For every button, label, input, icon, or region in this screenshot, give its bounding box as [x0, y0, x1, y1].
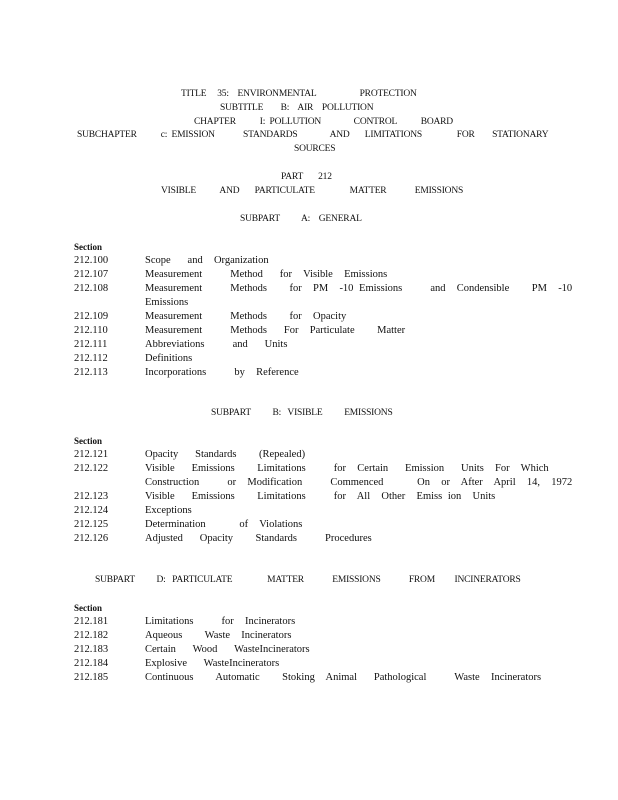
section-title: Limitations for Incinerators	[145, 616, 296, 627]
section-number: 212.112	[74, 353, 108, 364]
section-title: Incorporations by Reference	[145, 367, 299, 378]
section-title: Measurement Methods For Particulate Matter	[145, 325, 406, 336]
section-number: 212.110	[74, 325, 108, 336]
section-number: 212.107	[74, 269, 109, 280]
subpart-b-section-label: Section	[74, 436, 102, 446]
section-title: Abbreviations and Units	[145, 339, 288, 350]
section-title: Aqueous Waste Incinerators	[145, 630, 292, 641]
section-title: Construction or Modification Commenced On or After April 14, 1972	[145, 477, 573, 488]
section-number: 212.124	[74, 505, 109, 516]
section-number: 212.121	[74, 449, 109, 460]
section-number: 212.109	[74, 311, 109, 322]
section-number: 212.122	[74, 463, 109, 474]
section-title: Measurement Methods for Opacity	[145, 311, 347, 322]
section-title: Visible Emissions Limitations for All Other Emiss ion Units	[145, 491, 496, 502]
section-title: Scope and Organization	[145, 255, 269, 266]
section-number: 212.111	[74, 339, 108, 350]
section-title: Determination of Violations	[145, 519, 303, 530]
sources-line: SOURCES	[294, 144, 336, 154]
section-title: Certain Wood WasteIncinerators	[145, 644, 310, 655]
section-number: 212.185	[74, 672, 109, 683]
title-line: TITLE 35: ENVIRONMENTAL PROTECTION	[181, 89, 417, 99]
subpart-d-heading: SUBPART D: PARTICULATE MATTER EMISSIONS FROM INCINERATORS	[95, 575, 521, 585]
section-number: 212.126	[74, 533, 109, 544]
section-title: Exceptions	[145, 505, 192, 516]
section-number: 212.108	[74, 283, 109, 294]
section-number: 212.123	[74, 491, 109, 502]
section-title: Explosive WasteIncinerators	[145, 658, 280, 669]
section-title: Continuous Automatic Stoking Animal Pathological Waste Incinerators	[145, 672, 542, 683]
section-number: 212.181	[74, 616, 109, 627]
section-title: Emissions	[145, 297, 189, 308]
section-title: Opacity Standards (Repealed)	[145, 449, 306, 460]
part-title-line: VISIBLE AND PARTICULATE MATTER EMISSIONS	[161, 186, 464, 196]
subtitle-line: SUBTITLE B: AIR POLLUTION	[220, 103, 374, 113]
section-title: Measurement Methods for PM -10 Emissions and Condensible PM -10	[145, 283, 573, 294]
subpart-b-heading: SUBPART B: VISIBLE EMISSIONS	[211, 408, 393, 418]
subpart-a-heading: SUBPART A: GENERAL	[240, 214, 362, 224]
section-title: Measurement Method for Visible Emissions	[145, 269, 388, 280]
subpart-d-section-label: Section	[74, 603, 102, 613]
section-number: 212.182	[74, 630, 109, 641]
section-number: 212.184	[74, 658, 109, 669]
section-title: Definitions	[145, 353, 193, 364]
section-number: 212.183	[74, 644, 109, 655]
subchapter-line: SUBCHAPTER c: EMISSION STANDARDS AND LIMITATIONS FOR STATIONARY	[77, 130, 549, 140]
section-number: 212.125	[74, 519, 109, 530]
subpart-a-section-label: Section	[74, 242, 102, 252]
section-title: Visible Emissions Limitations for Certain Emission Units For Which	[145, 463, 549, 474]
section-number: 212.100	[74, 255, 109, 266]
part-line: PART 212	[281, 172, 332, 182]
section-title: Adjusted Opacity Standards Procedures	[145, 533, 372, 544]
chapter-line: CHAPTER I: POLLUTION CONTROL BOARD	[194, 117, 453, 127]
section-number: 212.113	[74, 367, 108, 378]
